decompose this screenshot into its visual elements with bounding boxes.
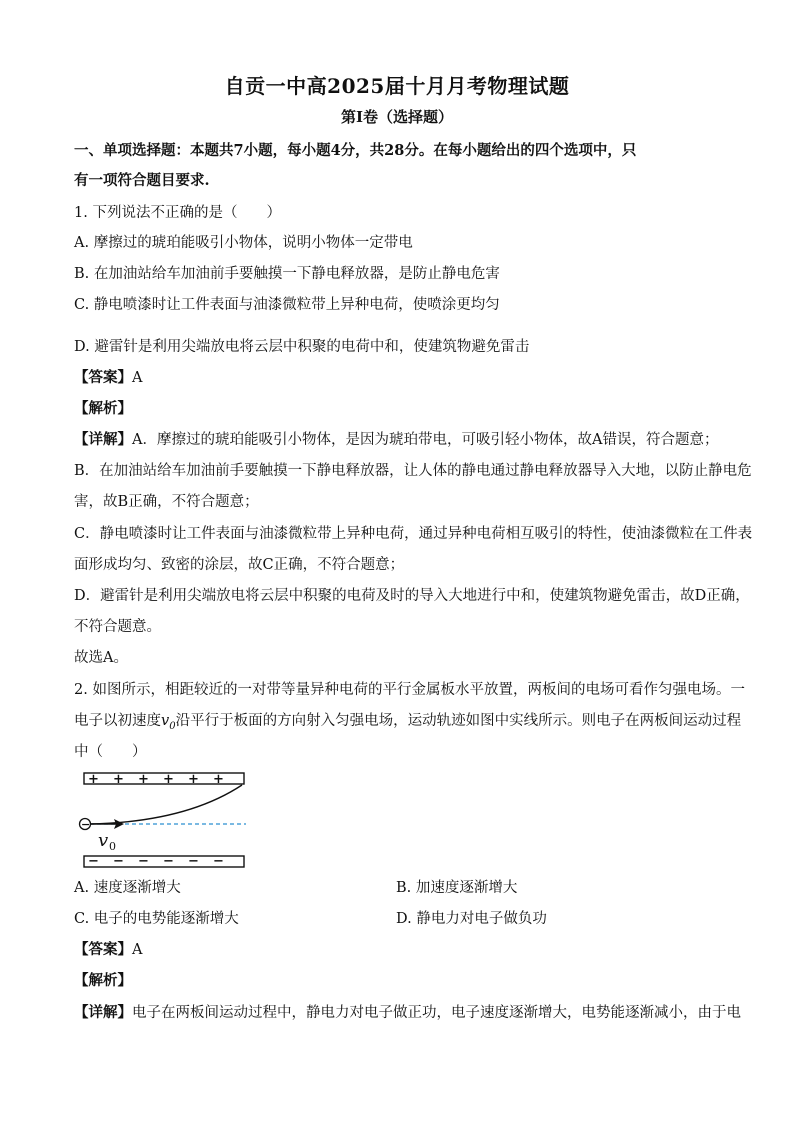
answer-value: A [132, 370, 143, 386]
q1-detail-line: B．在加油站给车加油前手要触摸一下静电释放器，让人体的静电通过静电释放器导入大地，以防止静电危 [74, 463, 752, 479]
detail-tag: 【详解】 [74, 1004, 132, 1021]
plus-sign: + [138, 772, 149, 787]
detail-text: A．摩擦过的琥珀能吸引小物体，是因为琥珀带电，可吸引轻小物体，故A错误，符合题意； [132, 432, 719, 448]
q1-stem: 1. 下列说法不正确的是（ ） [74, 205, 281, 221]
plus-sign: + [88, 772, 99, 787]
q1-option-a: A. 摩擦过的琥珀能吸引小物体，说明小物体一定带电 [74, 235, 413, 251]
plus-sign: + [188, 772, 199, 787]
q1-detail-line: 面形成均匀、致密的涂层，故C正确，不符合题意； [74, 557, 405, 573]
velocity-subscript: 0 [109, 840, 116, 853]
part-heading: 第Ⅰ卷（选择题） [340, 108, 454, 126]
q2-stem-part2: 沿平行于板面的方向射入匀强电场，运动轨迹如图中实线所示。则电子在两板间运动过程 [175, 713, 742, 729]
q1-option-d: D. 避雷针是利用尖端放电将云层中积聚的电荷中和，使建筑物避免雷击 [74, 339, 530, 355]
minus-sign: − [188, 854, 199, 869]
parallel-plate-figure [76, 770, 256, 870]
q2-option-a: A. 速度逐渐增大 [74, 880, 181, 896]
plus-sign: + [213, 772, 224, 787]
detail-text: 电子在两板间运动过程中，静电力对电子做正功，电子速度逐渐增大，电势能逐渐减小，由于电 [132, 1005, 741, 1021]
q2-stem-line1: 2. 如图所示，相距较近的一对带等量异种电荷的平行金属板水平放置，两板间的电场可看作匀强电场。一 [74, 682, 745, 698]
page-title: 自贡一中高2025届十月月考物理试题 [224, 74, 570, 98]
plus-sign: + [163, 772, 174, 787]
q1-detail-line: 不符合题意。 [74, 619, 161, 635]
section-heading-line1: 一、单项选择题：本题共7小题，每小题4分，共28分。在每小题给出的四个选项中，只 [74, 142, 637, 159]
v0-symbol: $v_0$ [161, 713, 176, 732]
q1-detail-line: C．静电喷漆时让工件表面与油漆微粒带上异种电荷，通过异种电荷相互吸引的特性，使油漆微粒在工件表 [74, 526, 753, 542]
minus-sign: − [213, 854, 224, 869]
q2-stem-line3: 中（ ） [74, 744, 147, 760]
electron-sign: − [81, 818, 91, 831]
q2-stem-part1: 电子以初速度 [74, 713, 161, 729]
q1-conclusion: 故选A。 [74, 650, 128, 666]
minus-sign: − [88, 854, 99, 869]
answer-tag: 【答案】 [74, 941, 132, 958]
q1-detail-line: D．避雷针是利用尖端放电将云层中积聚的电荷及时的导入大地进行中和，使建筑物避免雷击，故D正确， [74, 588, 750, 604]
plus-sign: + [113, 772, 124, 787]
answer-value: A [132, 942, 143, 958]
minus-sign: − [138, 854, 149, 869]
q1-detail-line: 害，故B正确，不符合题意； [74, 494, 259, 510]
q1-analysis-tag: 【解析】 [74, 400, 132, 417]
q1-option-c: C. 静电喷漆时让工件表面与油漆微粒带上异种电荷，使喷涂更均匀 [74, 297, 500, 313]
electron-trajectory [90, 785, 242, 824]
answer-tag: 【答案】 [74, 369, 132, 386]
q2-stem-line2 [74, 711, 741, 737]
q2-answer [74, 940, 142, 960]
velocity-label: v [98, 830, 109, 851]
q2-option-b: B. 加速度逐渐增大 [396, 880, 518, 896]
q2-analysis-tag: 【解析】 [74, 972, 132, 989]
detail-tag: 【详解】 [74, 431, 132, 448]
q1-detail-line [74, 430, 718, 450]
q2-option-d: D. 静电力对电子做负功 [396, 911, 547, 927]
minus-sign: − [163, 854, 174, 869]
minus-sign: − [113, 854, 124, 869]
section-heading-line2: 有一项符合题目要求. [74, 172, 210, 189]
q1-answer [74, 368, 142, 388]
q2-option-c: C. 电子的电势能逐渐增大 [74, 911, 239, 927]
q1-option-b: B. 在加油站给车加油前手要触摸一下静电释放器，是防止静电危害 [74, 266, 500, 282]
q2-detail-line [74, 1003, 741, 1023]
